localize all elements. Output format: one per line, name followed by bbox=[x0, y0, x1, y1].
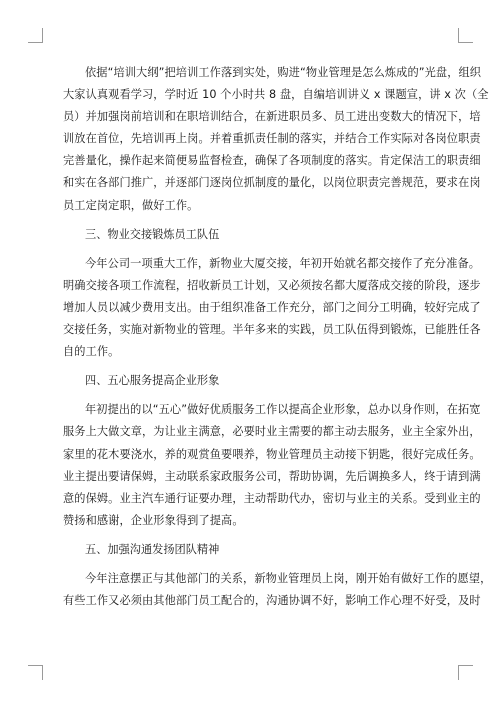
paragraph-five-heart-service bbox=[63, 399, 481, 532]
text-line: 员）并加强岗前培训和在职培训结合，在新进职员多、员工进出变数大的情况下，培 bbox=[63, 110, 481, 124]
section-heading-5: 五、加强沟通发扬团队精神 bbox=[85, 542, 220, 556]
text-line: 意的保姆。业主汽车通行证要办理，主动帮助代办，密切与业主的关系。受到业主的 bbox=[63, 491, 481, 505]
document-body bbox=[63, 62, 492, 612]
text-line: 有些工作又必须由其他部门员工配合的，沟通协调不好，影响工作心理不好受，及时 bbox=[63, 594, 481, 608]
text-line: 明确交接各项工作流程，招收新员工计划，又必须按名都大厦落成交接的阶段，逐步 bbox=[63, 278, 481, 292]
section-heading-4: 四、五心服务提高企业形象 bbox=[85, 374, 220, 388]
text-line: 今年注意摆正与其他部门的关系，新物业管理员上岗，刚开始有做好工作的愿望， bbox=[85, 571, 492, 585]
text-line: 大家认真观看学习，学时近 10 个小时共 8 盘，自编培训讲义 x 课题宣，讲 x 次（全 bbox=[63, 88, 489, 102]
section-heading-3: 三、物业交接锻炼员工队伍 bbox=[85, 227, 220, 241]
text-line: 今年公司一项重大工作，新物业大厦交接，年初开始就名都交接作了充分准备。 bbox=[85, 256, 481, 270]
crop-mark-bottom-right bbox=[458, 665, 473, 680]
text-line: 训放在首位，先培训再上岗。并着重抓责任制的落实，并结合工作实际对各岗位职责 bbox=[63, 132, 481, 146]
text-line: 自的工作。 bbox=[63, 345, 120, 359]
text-line: 服务上大做文章，为让业主满意，必要时业主需要的都主动去服务，业主全家外出， bbox=[63, 425, 481, 439]
crop-mark-top-right bbox=[458, 28, 473, 43]
text-line: 员工定岗定职，做好工作。 bbox=[63, 198, 199, 212]
text-line: 完善量化，操作起来简便易监督检查，确保了各项制度的落实。肯定保洁工的职责细 bbox=[63, 154, 481, 168]
text-line: 家里的花木要浇水，养的观赏鱼要喂养，物业管理员主动接下钥匙，很好完成任务。 bbox=[63, 447, 481, 461]
paragraph-training bbox=[63, 62, 489, 217]
text-line: 年初提出的以“五心”做好优质服务工作以提高企业形象，总办以身作则，在拓宽 bbox=[85, 403, 481, 417]
text-line: 增加人员以减少费用支出。由于组织准备工作充分，部门之间分工明确，较好完成了 bbox=[63, 300, 481, 314]
paragraph-handover bbox=[63, 253, 481, 363]
text-line: 业主提出要请保姆，主动联系家政服务公司，帮助协调，先后调换多人，终于请到满 bbox=[63, 469, 481, 483]
paragraph-communication bbox=[63, 568, 492, 612]
text-line: 交接任务，实施对新物业的管理。半年多来的实践，员工队伍得到锻炼，已能胜任各 bbox=[63, 323, 481, 337]
text-line: 赞扬和感谢，企业形象得到了提高。 bbox=[63, 513, 244, 527]
crop-mark-top-left bbox=[28, 28, 43, 43]
crop-mark-bottom-left bbox=[28, 665, 43, 680]
text-line: 和实在各部门推广，并逐部门逐岗位抓制度的量化，以岗位职责完善规范，要求在岗 bbox=[63, 176, 481, 190]
text-line: 依据“培训大纲”把培训工作落到实处，购进“物业管理是怎么炼成的”光盘，组织 bbox=[85, 66, 482, 79]
